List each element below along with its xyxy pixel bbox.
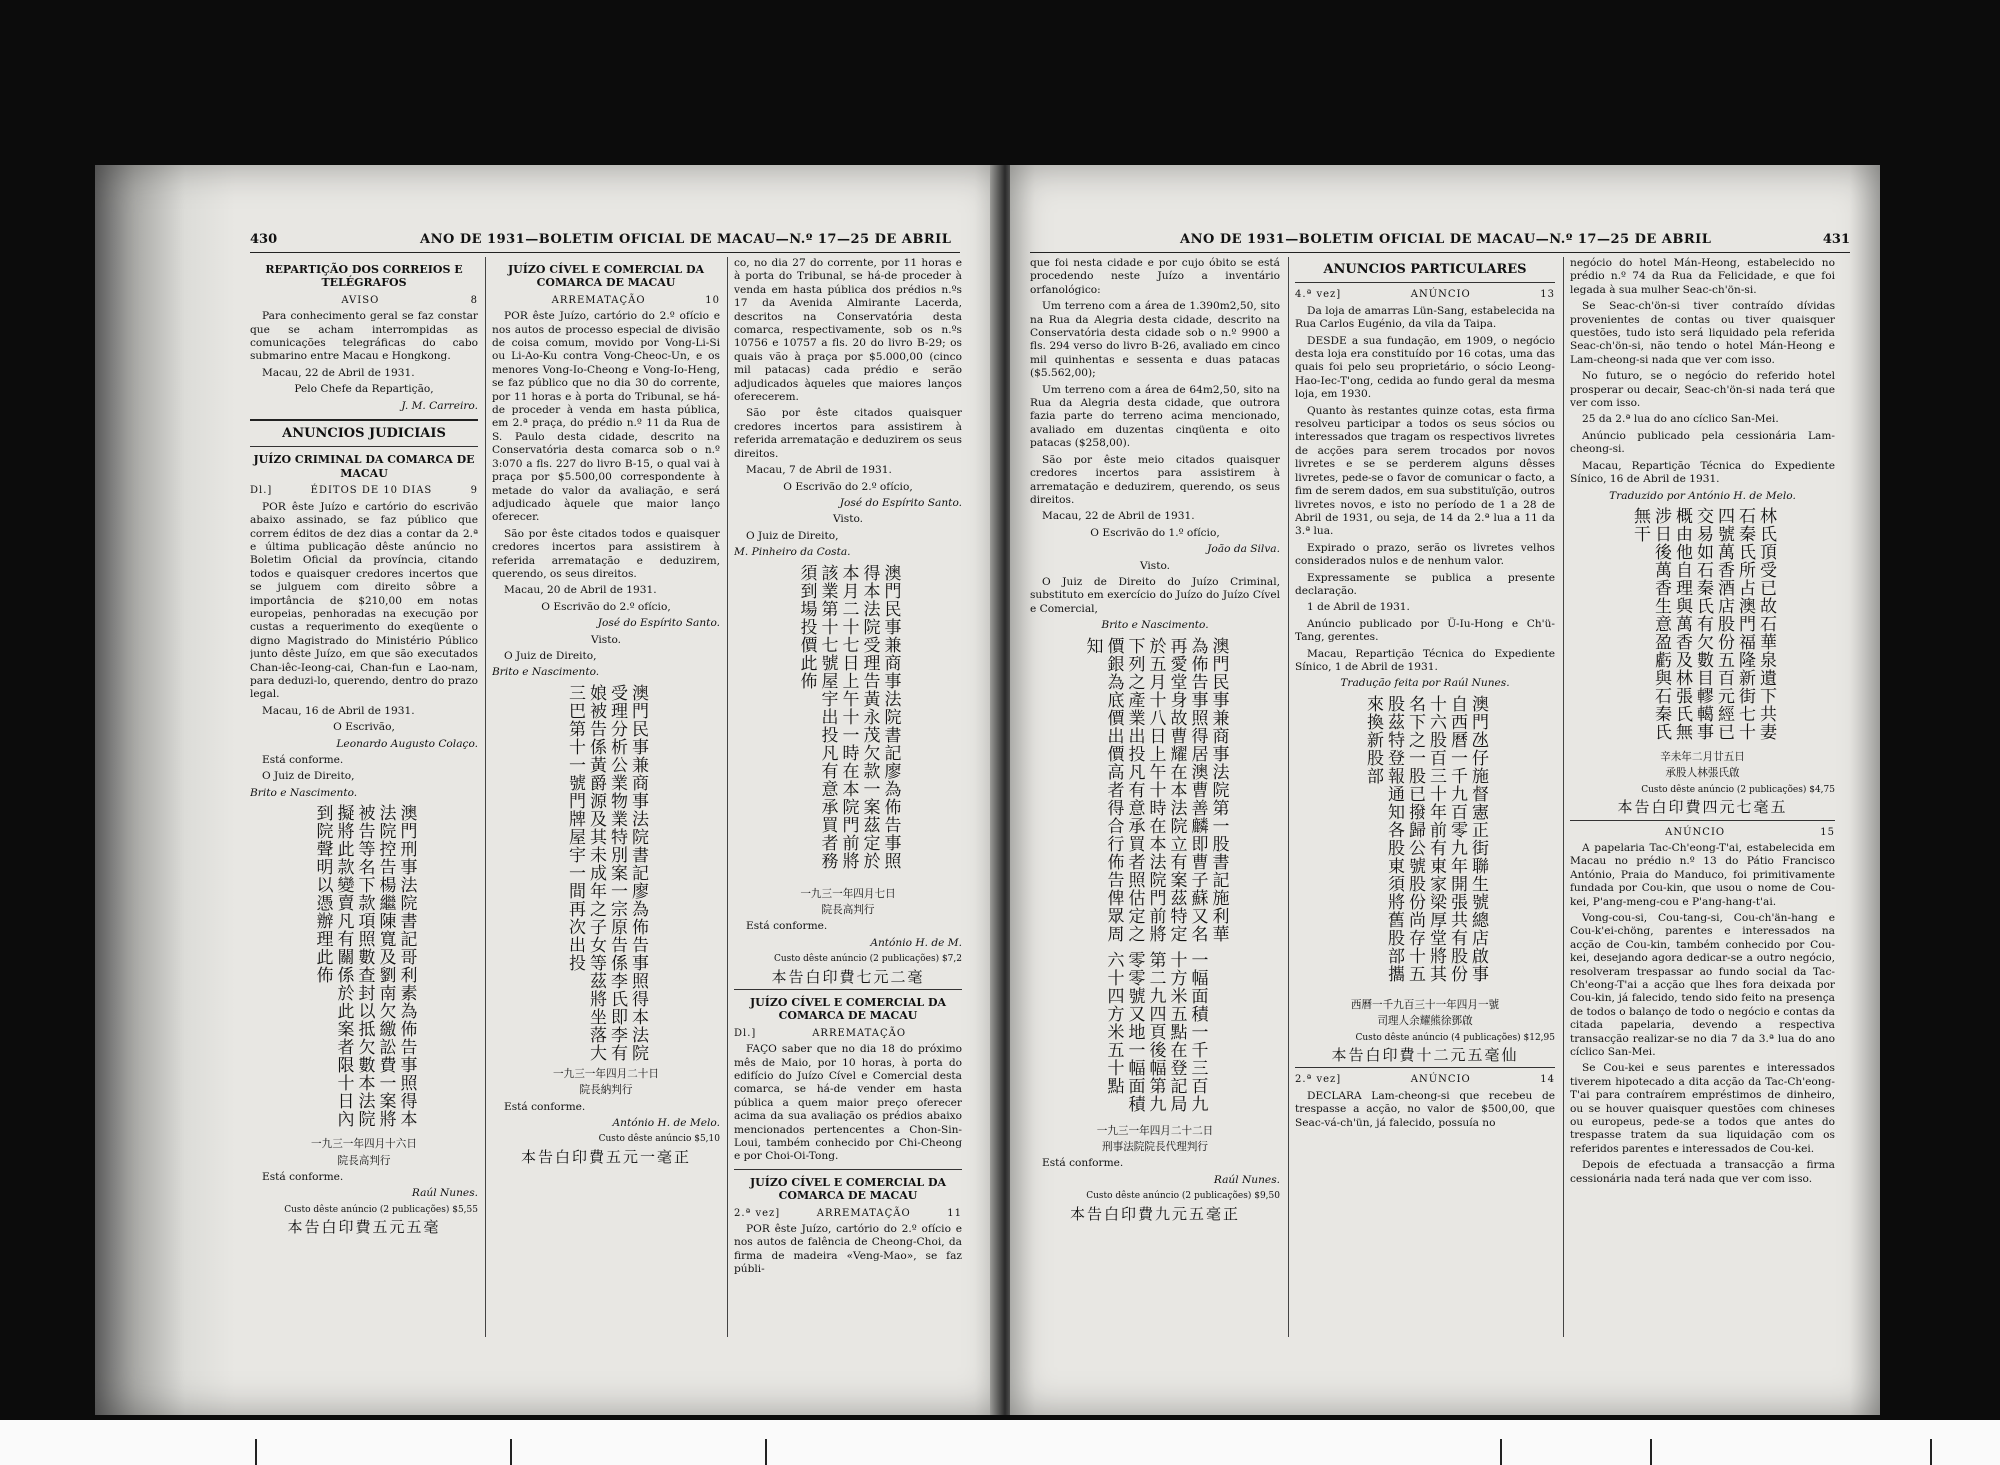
column-rule bbox=[1563, 257, 1564, 1337]
auction-date: Macau, 7 de Abril de 1931. bbox=[746, 464, 892, 477]
conforme-text: Está conforme. bbox=[504, 1100, 586, 1113]
left-col-3 bbox=[734, 257, 962, 1342]
notice-label-row bbox=[1295, 1073, 1555, 1086]
visto: Visto. bbox=[1139, 559, 1171, 572]
auction-text: POR êste Juízo, cartório do 2.º ofício e nos autos de falência de Cheong-Choi, da firma de madeira «Veng-Mao», se faz públi- bbox=[734, 1223, 962, 1276]
cost-line: Custo dêste anúncio (2 publicações) $5,55 bbox=[284, 1204, 478, 1215]
chinese-date: 西曆一千九百三十一年四月一號 bbox=[1350, 998, 1500, 1011]
right-col-1 bbox=[1030, 257, 1280, 1342]
notice-text: DESDE a sua fundação, em 1909, o negócio desta loja era constituído por 16 cotas, uma das quais foi pelo seu proprietário, o sócio Leong-Hao-Iec-T'ong, cedida ao fundo geral da mesma loja, em 1930. bbox=[1295, 334, 1555, 401]
right-col-3 bbox=[1570, 257, 1835, 1342]
chinese-notice: 澳門民事兼商事法院書記廖為佈告事照得本法院受理分析公業物業特別案一宗原告係李氏即李有娘被告係黃爵源及其未成年之子女等茲將坐落大三巴第十一號門牌屋宇一間再次出投 bbox=[565, 683, 648, 1062]
auction-label-row bbox=[734, 1207, 962, 1220]
edict-prefix: Dl.] bbox=[250, 485, 273, 497]
notice-number: 8 bbox=[470, 294, 478, 306]
conforme-signature: António H. de Melo. bbox=[612, 1117, 720, 1129]
judge-label: O Juiz de Direito, bbox=[746, 529, 839, 542]
judge-signature: Brito e Nascimento. bbox=[492, 666, 600, 679]
chinese-notice: 澳門刑事法院書記哥利素為佈告事照得本法院控告楊繼陳寬及劉南欠繳訟費一案將被告等名下款項照數查封以抵欠數本法院擬將此款變賣凡有關係於此案者限十日內到院聲明以憑辦理此佈 bbox=[312, 804, 417, 1129]
auction-label-row bbox=[734, 1027, 962, 1040]
chinese-date: 一九三一年四月二十二日 bbox=[1096, 1124, 1214, 1137]
escrivao-signature: João da Silva. bbox=[1207, 543, 1280, 556]
conforme-text: Está conforme. bbox=[262, 754, 344, 766]
section-title: REPARTIÇÃO DOS CORREIOS E TELÉGRAFOS bbox=[265, 263, 463, 290]
notice-label: ANÚNCIO bbox=[1665, 826, 1726, 838]
header-title: ANO DE 1931—BOLETIM OFICIAL DE MACAU—N.º 17—25 DE ABRIL bbox=[1180, 232, 1712, 247]
auction-number: 11 bbox=[947, 1207, 962, 1219]
judge-label: O Juiz de Direito do Juízo Criminal, substituto em exercício do Juízo do Juízo Cível e Comercial, bbox=[1030, 575, 1280, 615]
notice-text: negócio do hotel Mán-Heong, estabelecido no prédio n.º 74 da Rua da Felicidade, e que foi legada à sua mulher Seac-ch'ön-si. bbox=[1570, 257, 1835, 296]
notice-vez: 4.ª vez] bbox=[1295, 289, 1342, 301]
notice-label: AVISO bbox=[341, 294, 380, 306]
right-col-2 bbox=[1295, 257, 1555, 1342]
court-title: JUÍZO CÍVEL E COMERCIAL DA COMARCA DE MACAU bbox=[749, 995, 947, 1023]
notice-text-8: Depois de efectuada a transacção a firma cessionária nada terá nada que ver com isso. bbox=[1570, 1159, 1835, 1185]
escrivao-signature: José do Espírito Santo. bbox=[839, 496, 962, 509]
auction-label: ARREMATAÇÃO bbox=[551, 294, 646, 306]
page-number: 430 bbox=[250, 232, 278, 247]
cost-line: Custo dêste anúncio (2 publicações) $4,75 bbox=[1641, 784, 1835, 795]
notice-text: DECLARA Lam-cheong-si que recebeu de trespasse a acção, no valor de $500,00, que Seac-vá-ch'ün, já falecido, possuía no bbox=[1295, 1089, 1555, 1129]
edict-label: ÉDITOS DE 10 DIAS bbox=[310, 485, 433, 497]
conforme-text: Está conforme. bbox=[262, 1171, 344, 1184]
translation-credit: Traduzido por António H. de Melo. bbox=[1609, 489, 1796, 502]
section-heading: ANUNCIOS JUDICIAIS bbox=[282, 426, 446, 442]
newspaper-spread bbox=[95, 165, 1885, 1415]
chinese-sign: 承股人林張氏啟 bbox=[1665, 767, 1740, 780]
notice-text-6: Vong-cou-si, Cou-tang-si, Cou-ch'än-hang e Cou-k'ei-chöng, parentes e interessados na acção de Cou-kin, também conhecido por Cou-kei, desejando agora dedicar-se a outro negócio, resolveram trespassar ao fundo social da Tac-Ch'eong-T'ai a acção que lhes fora deixada por Cou-kin, já falecido, tendo sido feito na presença de todos o balanço de todo o negócio e contas da citada papelaria, devendo a respectiva transacção realizar-se no dia 7 da 3.ª lua do ano cíclico San-Mei. bbox=[1570, 911, 1835, 1059]
header-title: ANO DE 1931—BOLETIM OFICIAL DE MACAU—N.º 17—25 DE ABRIL bbox=[420, 232, 952, 247]
chinese-sign: 院長納判行 bbox=[579, 1084, 633, 1097]
notice-number: 15 bbox=[1820, 826, 1835, 838]
escrivao-label: O Escrivão do 1.º ofício, bbox=[1090, 526, 1220, 539]
judge-label: O Juiz de Direito, bbox=[262, 770, 355, 783]
edict-label-row bbox=[250, 484, 478, 497]
scan-tick bbox=[1930, 1439, 1932, 1465]
chinese-notice-2: 一幅面積一千三百九十方米五點在登記局第二九四頁後幅第九零零號又地一幅面積六十四方米五十點 bbox=[1103, 950, 1208, 1113]
notice-label: ANÚNCIO bbox=[1410, 289, 1471, 301]
left-col-1 bbox=[250, 257, 478, 1342]
escrivao-signature: Leonardo Augusto Colaço. bbox=[336, 737, 478, 750]
auction-number: 10 bbox=[705, 294, 720, 306]
notice-text-5: A papelaria Tac-Ch'eong-T'ai, estabelecida em Macau no prédio n.º 13 do Pátio Francisco António, Praia do Manduco, foi primitivamente fundada por Cou-kin, que usou o nome de Cou-kei, P'ang-meng-cou e P'ang-hang-t'ai. bbox=[1570, 841, 1835, 908]
notice-label: ANÚNCIO bbox=[1410, 1074, 1471, 1086]
court-title: JUÍZO CRIMINAL DA COMARCA DE MACAU bbox=[253, 453, 475, 480]
auction-text: POR êste Juízo, cartório do 2.º ofício e nos autos de processo especial de divisão de coisa comum, movido por Vong-Li-Si ou Li-Ao-Ku contra Vong-Cheoc-Un, e os menores Vong-Io-Cheong e Vong-Io-Heng, se faz público que no dia 30 do corrente, por 11 horas e à porta do Tribunal, se há-de proceder à venda em hasta pública, em 2.ª praça, do prédio n.º 11 da Rua de S. Paulo desta cidade, descrito na Conservatória desta comarca sob o n.º 3:070 a fls. 227 do livro B-15, o qual vai à praça por $5.500,00 correspondente à metade do valor da avaliação, e será adjudicado àquele que maior lanço oferecer. bbox=[492, 310, 720, 524]
notice-text-4: Expressamente se publica a presente declaração. bbox=[1295, 571, 1555, 597]
notice-office: Macau, Repartição Técnica do Expediente Sínico, 1 de Abril de 1931. bbox=[1295, 647, 1555, 673]
auction-label: ARREMATAÇÃO bbox=[816, 1207, 911, 1219]
chinese-date: 一九三一年四月七日 bbox=[800, 887, 896, 900]
left-page bbox=[95, 165, 1005, 1415]
chinese-date: 一九三一年四月十六日 bbox=[311, 1138, 417, 1151]
page-number: 431 bbox=[1822, 232, 1850, 247]
chinese-cost: 本告白印費五元一毫正 bbox=[520, 1147, 691, 1166]
left-page-header bbox=[250, 230, 960, 253]
judge-signature: M. Pinheiro da Costa. bbox=[734, 546, 851, 559]
cost-line: Custo dêste anúncio $5,10 bbox=[598, 1134, 720, 1145]
divider bbox=[1295, 1067, 1555, 1068]
scan-tick bbox=[765, 1439, 767, 1465]
auction-date: Macau, 20 de Abril de 1931. bbox=[504, 584, 657, 597]
scan-tick bbox=[510, 1439, 512, 1465]
divider bbox=[1570, 820, 1835, 821]
chinese-sign: 刑事法院院長代理判行 bbox=[1102, 1140, 1208, 1153]
cost-line: Custo dêste anúncio (4 publicações) $12,95 bbox=[1355, 1032, 1555, 1043]
conforme-signature: António H. de M. bbox=[870, 936, 962, 949]
notice-text: Para conhecimento geral se faz constar que se acham interrompidas as comunicações telegráficas do cabo submarino entre Macau e Hongkong. bbox=[250, 310, 478, 363]
visto: Visto. bbox=[590, 633, 622, 646]
notice-text-4: 25 da 2.ª lua do ano cíclico San-Mei. bbox=[1582, 413, 1779, 426]
notice-date: Macau, 22 de Abril de 1931. bbox=[262, 366, 415, 379]
conforme-signature: Raúl Nunes. bbox=[411, 1187, 478, 1200]
judge-signature: Brito e Nascimento. bbox=[1101, 619, 1209, 632]
inventory-text: que foi nesta cidade e por cujo óbito se está procedendo neste Juízo a inventário orfanológico: bbox=[1030, 257, 1280, 296]
chinese-sign: 院長高判行 bbox=[337, 1154, 391, 1167]
chinese-sign: 司理人余耀熊徐鄧啟 bbox=[1377, 1015, 1473, 1028]
column-rule bbox=[485, 257, 486, 1337]
notice-date: 1 de Abril de 1931. bbox=[1307, 601, 1410, 614]
notice-publisher: Anúncio publicado pela cessionária Lam-cheong-si. bbox=[1570, 429, 1835, 456]
auction-text-2: São por êste citados todos e quaisquer credores incertos para assistirem à referida arrematação e deduzirem, querendo, os seus direitos. bbox=[492, 527, 720, 580]
right-page-header bbox=[1030, 230, 1850, 253]
visto: Visto. bbox=[832, 513, 864, 526]
notice-text-3: Expirado o prazo, serão os livretes velhos considerados nulos e de nenhum valor. bbox=[1295, 541, 1555, 568]
auction-text: co, no dia 27 do corrente, por 11 horas e à porta do Tribunal, se há-de proceder à venda em hasta pública dos prédios n.ºs 17 da Avenida Almirante Lacerda, descritos na Conservatória desta comarca, respectivamente, sob os n.ºs 10756 e 10757 a fls. 20 do livro B-29; os quais vão à praça por $5.000,00 (cinco mil patacas) cada prédio e serão adjudicados àqueles que maiores lanços oferecerem. bbox=[734, 257, 962, 404]
inventory-text-2: Um terreno com a área de 1.390m2,50, sito na Rua da Alegria desta cidade, descrito na Conservatória desta cidade sob o n.º 9900 a fls. 294 verso do livro B-26, avaliado em cinco mil quinhentas e sessenta e duas patacas ($5.562,00); bbox=[1030, 300, 1280, 380]
cost-line: Custo dêste anúncio (2 publicações) $9,50 bbox=[1086, 1191, 1280, 1202]
notice-by: Pelo Chefe da Repartição, bbox=[294, 383, 434, 396]
notice-text-7: Se Cou-kei e seus parentes e interessados tiverem hipotecado a dita acção da Tac-Ch'eong-T'ai para contraírem empréstimos de dinheiro, ou se houver quaisquer questões com chineses ou europeus, pede-se a todos que antes do trespasse tratem da sua liquidação com os referidos parentes e interessados de Cou-kei. bbox=[1570, 1062, 1835, 1155]
edict-date: Macau, 16 de Abril de 1931. bbox=[262, 704, 415, 717]
auction-label: ARREMATAÇÃO bbox=[812, 1027, 907, 1039]
escrivao-label: O Escrivão, bbox=[333, 721, 395, 734]
judge-signature: Brito e Nascimento. bbox=[250, 786, 358, 799]
divider bbox=[734, 1169, 962, 1170]
escrivao-label: O Escrivão do 2.º ofício, bbox=[541, 600, 671, 613]
notice-number: 14 bbox=[1540, 1074, 1555, 1086]
edict-text: POR êste Juízo e cartório do escrivão abaixo assinado, se faz público que correm éditos de dez dias a contar da 2.ª e última publicação dêste anúncio no Boletim Oficial da província, citando todos e quaisquer credores incertos que se julguem com direito sôbre a importância de $210,00 em notas europeias, penhoradas na execução por custas a requerimento do exeqüente o digno Magistrado do Ministério Público junto dêste Juízo, em que são executados Chan-iêc-Ieong-cai, Chan-fun e Lao-nam, para deduzi-lo, querendo, dentro do prazo legal. bbox=[250, 500, 478, 701]
divider bbox=[734, 989, 962, 990]
notice-publisher: Anúncio publicado por Ü-Iu-Hong e Ch'ü-Tang, gerentes. bbox=[1295, 617, 1555, 644]
chinese-sign: 院長高判行 bbox=[821, 903, 875, 916]
conforme-text: Está conforme. bbox=[1042, 1157, 1124, 1170]
court-title: JUÍZO CÍVEL E COMERCIAL DA COMARCA DE MACAU bbox=[507, 263, 705, 290]
chinese-cost: 本告白印費十二元五毫仙 bbox=[1331, 1046, 1519, 1064]
escrivao-signature: José do Espírito Santo. bbox=[597, 617, 720, 630]
chinese-cost: 本告白印費五元五毫 bbox=[287, 1218, 441, 1237]
auction-prefix: Dl.] bbox=[734, 1027, 757, 1039]
chinese-date: 一九三一年四月二十日 bbox=[553, 1067, 659, 1080]
conforme-signature: Raúl Nunes. bbox=[1213, 1173, 1280, 1186]
divider bbox=[1295, 282, 1555, 283]
notice-text-3: No futuro, se o negócio do referido hotel prosperar ou decair, Seac-ch'ön-si nada terá que ver com isso. bbox=[1570, 370, 1835, 410]
court-title: JUÍZO CÍVEL E COMERCIAL DA COMARCA DE MACAU bbox=[749, 1175, 947, 1203]
notice-signature: J. M. Carreiro. bbox=[401, 399, 478, 412]
left-col-2 bbox=[492, 257, 720, 1342]
judge-label: O Juiz de Direito, bbox=[504, 649, 597, 662]
notice-label-row bbox=[1570, 826, 1835, 839]
inventory-text-3: Um terreno com a área de 64m2,50, sito na Rua da Alegria desta cidade, que outrora fazia parte do terreno acima mencionado, avaliado em duzentas cinqüenta e oito patacas ($258,00). bbox=[1030, 383, 1280, 450]
notice-office: Macau, Repartição Técnica do Expediente Sínico, 16 de Abril de 1931. bbox=[1570, 459, 1835, 486]
notice-vez: 2.ª vez] bbox=[1295, 1074, 1342, 1086]
notice-label-row bbox=[250, 294, 478, 307]
column-rule bbox=[1288, 257, 1289, 1337]
chinese-cost: 本告白印費七元二毫 bbox=[771, 967, 925, 986]
column-rule bbox=[727, 257, 728, 1337]
divider bbox=[250, 419, 478, 421]
escrivao-label: O Escrivão do 2.º ofício, bbox=[783, 480, 913, 493]
notice-number: 13 bbox=[1540, 289, 1555, 301]
scan-tick bbox=[1500, 1439, 1502, 1465]
cost-line: Custo dêste anúncio (2 publicações) $7,2 bbox=[773, 954, 962, 965]
notice-label-row bbox=[1295, 288, 1555, 301]
scanner-margin-strip bbox=[0, 1420, 2000, 1465]
chinese-date: 辛未年二月廿五日 bbox=[1660, 750, 1745, 763]
conforme-text: Está conforme. bbox=[746, 920, 828, 933]
notice-text-2: Quanto às restantes quinze cotas, esta firma resolveu participar a todos os seus sócios ou interessados que tragam os respectivos livretes de acções para serem trocados por novos livretes e se se perderem alguns dêsses livretes, pede-se o favor de comunicar o facto, a fim de serem dados, em sua substituïção, outros livretes novos, e isto no período de 1 a 28 de Abril de 1931, ou seja, de 14 da 2.ª lua a 11 da 3.ª lua. bbox=[1295, 404, 1555, 538]
chinese-notice: 澳門氹仔施督憲正街聯生號總店啟事自西曆一千九百零九年開張共有股份十六股百三十年前有東家梁厚堂將其名下之一股已撥歸公號股份尚存十五股茲特登報通知各股東須將舊股部攜來換新股部 bbox=[1363, 694, 1488, 983]
right-page bbox=[1010, 165, 1880, 1415]
inventory-date: Macau, 22 de Abril de 1931. bbox=[1042, 510, 1195, 523]
notice-intro: Da loja de amarras Lün-Sang, estabelecida na Rua Carlos Eugénio, da vila da Taipa. bbox=[1295, 304, 1555, 331]
translation-credit: Tradução feita por Raúl Nunes. bbox=[1340, 677, 1510, 690]
notice-text-2: Se Seac-ch'ön-si tiver contraído dívidas provenientes de contas ou tiver quaisquer questões, tudo isto será liquidado pela referida Seac-ch'ön-si, não tendo o hotel Mán-Heong e Lam-cheong-si nada que ver com isso. bbox=[1570, 300, 1835, 366]
scan-tick bbox=[1650, 1439, 1652, 1465]
auction-label-row bbox=[492, 294, 720, 307]
divider bbox=[250, 446, 478, 447]
scan-tick bbox=[255, 1439, 257, 1465]
auction-vez: 2.ª vez] bbox=[734, 1207, 781, 1219]
chinese-notice: 林氏頂受已故石華泉遺下共妻石秦氏所占澳門福隆新街七十四號萬香酒店股份五百元經已交易如石秦氏有欠數目轇轕事概由他自理與萬香及林張氏無涉日後萬香生意盈虧與石秦氏無干 bbox=[1630, 506, 1776, 741]
section-heading: ANUNCIOS PARTICULARES bbox=[1323, 262, 1527, 277]
auction-text-2: São por êste citados quaisquer credores incertos para assistirem à referida arrematação e deduzirem os seus direitos. bbox=[734, 407, 962, 460]
edict-number: 9 bbox=[470, 485, 478, 497]
chinese-notice: 澳門民事兼商事法院書記廖為佈告事照得本法院受理告黃永茂欠款一案茲定於本月二十七日上午十一時在本院門前將該業第十七號屋宇出投凡有意承買者務須到場投價此佈 bbox=[796, 563, 901, 870]
inventory-text-4: São por êste meio citados quaisquer credores incertos para assistirem à arrematação e deduzirem, querendo, os seus direitos. bbox=[1030, 453, 1280, 506]
auction-text: FAÇO saber que no dia 18 do próximo mês de Maio, por 10 horas, à porta do edifício do Juízo Cível e Comercial desta comarca, se há-de vender em hasta pública a quem maior preço oferecer acima da sua avaliação os prédios abaixo mencionados pertencentes a Chon-Sin-Loui, também conhecido por Chi-Cheong e por Choi-Oi-Tong. bbox=[734, 1043, 962, 1163]
chinese-cost: 本告白印費四元七毫五 bbox=[1617, 798, 1788, 817]
chinese-cost: 本告白印費九元五毫正 bbox=[1069, 1204, 1240, 1223]
chinese-notice: 澳門民事兼商事法院第一股書記施利華為佈告事照得居澳曹善麟即曹子蘇又名再愛堂身故曹耀在本法院立有案茲特定於五月十八日上午十時在本法院門前將下列之產業出投凡有意承買者照估定之價銀為底價出價高者得合行佈告俾眾周知 bbox=[1082, 636, 1229, 943]
